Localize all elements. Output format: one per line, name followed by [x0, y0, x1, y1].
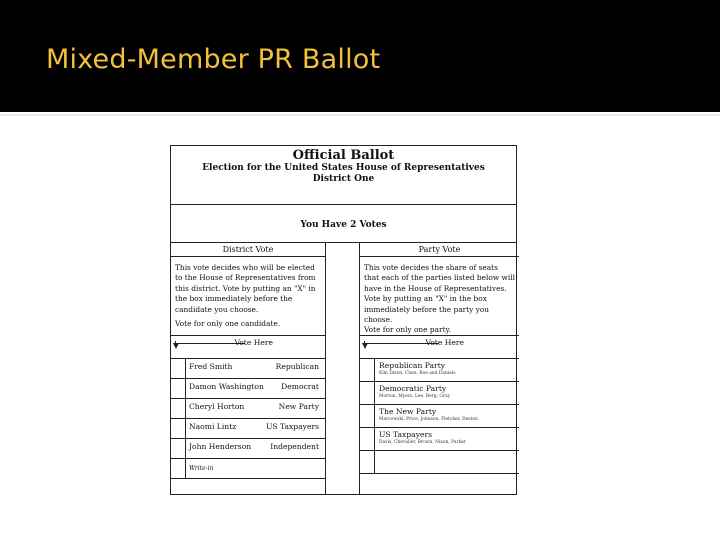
- district-instructions-text: This vote decides who will be elected to the House of Representatives from this district. Vote by putting an "X" in the box immediately before the candidate you choose.: [175, 263, 316, 314]
- party-row: [360, 405, 519, 428]
- divider-line: [0, 114, 720, 116]
- party-members: Morton, Myers, Lee, Berg, Gray: [379, 394, 451, 399]
- party-checkbox: [360, 428, 375, 450]
- candidate-row: [171, 379, 325, 399]
- ballot-subtitle-1: Election for the United States House of Representatives: [202, 163, 485, 173]
- candidate-row: [171, 359, 325, 379]
- candidate-list: [171, 358, 325, 479]
- ballot-subtitle-2: District One: [312, 174, 375, 184]
- district-vote-heading: District Vote: [171, 243, 325, 257]
- candidate-party: Independent: [270, 442, 319, 451]
- candidate-row: [171, 439, 325, 459]
- candidate-party: Republican: [275, 362, 319, 371]
- party-name: The New Party: [379, 407, 437, 416]
- party-instructions: [360, 257, 519, 336]
- party-instructions-text: This vote decides the share of seats that each of the parties listed below will have in the House of Representatives. Vote by putting an "X" in the box immediately before the party you choose.: [364, 263, 515, 325]
- party-members: Davis, Chevalier, Brown, Nixon, Parker: [379, 440, 466, 445]
- party-name: US Taxpayers: [379, 430, 433, 439]
- party-checkbox: [360, 405, 375, 427]
- ballot-title: Official Ballot: [292, 148, 395, 163]
- slide-title: Mixed-Member PR Ballot: [46, 44, 381, 75]
- candidate-checkbox: [171, 359, 186, 378]
- party-checkbox: [360, 382, 375, 404]
- district-vote-column: [171, 243, 326, 494]
- candidate-name: Naomi Lintz: [189, 422, 237, 431]
- candidate-row: [171, 399, 325, 419]
- candidate-name: John Henderson: [189, 442, 252, 451]
- party-list: [360, 358, 519, 474]
- title-bar: [0, 0, 720, 112]
- party-checkbox: [360, 451, 375, 473]
- party-row: [360, 359, 519, 382]
- party-row: [360, 428, 519, 451]
- district-vote-for: Vote for only one candidate.: [175, 319, 281, 329]
- candidate-name: Cheryl Horton: [189, 402, 245, 411]
- candidate-checkbox: [171, 379, 186, 398]
- ballot-header: [171, 146, 516, 205]
- candidate-checkbox: [171, 399, 186, 418]
- down-arrow-icon: [362, 343, 368, 349]
- party-vote-here: [360, 336, 519, 358]
- candidate-name: Damon Washington: [189, 382, 264, 391]
- district-vote-here-label: Vote Here: [234, 338, 273, 347]
- candidate-party: Democrat: [281, 382, 319, 391]
- party-members: Marcowski, Price, Johnson, Fletcher, Deston: [379, 417, 478, 422]
- party-members: Kim Dixon, Chen, Roe and Daniels: [379, 371, 456, 376]
- party-vote-heading: Party Vote: [360, 243, 519, 257]
- district-instructions: [171, 257, 325, 336]
- party-row: [360, 382, 519, 405]
- candidate-checkbox: [171, 459, 186, 478]
- candidate-name: Fred Smith: [189, 362, 233, 371]
- candidate-checkbox: [171, 439, 186, 458]
- party-name: Republican Party: [379, 361, 446, 370]
- candidate-checkbox: [171, 419, 186, 438]
- party-vote-column: [359, 243, 519, 494]
- party-vote-here-label: Vote Here: [425, 338, 464, 347]
- candidate-party: New Party: [278, 402, 319, 411]
- candidate-party: US Taxpayers: [265, 422, 319, 431]
- party-row: [360, 451, 519, 474]
- party-checkbox: [360, 359, 375, 381]
- ballot-image: [170, 145, 517, 495]
- write-in-label: Write-in: [189, 465, 214, 472]
- party-vote-for: Vote for only one party.: [364, 325, 452, 335]
- district-vote-here: [171, 336, 325, 358]
- candidate-row: [171, 459, 325, 479]
- party-name: Democratic Party: [379, 384, 447, 393]
- candidate-row: [171, 419, 325, 439]
- votes-banner: You Have 2 Votes: [171, 204, 516, 243]
- down-arrow-icon: [173, 343, 179, 349]
